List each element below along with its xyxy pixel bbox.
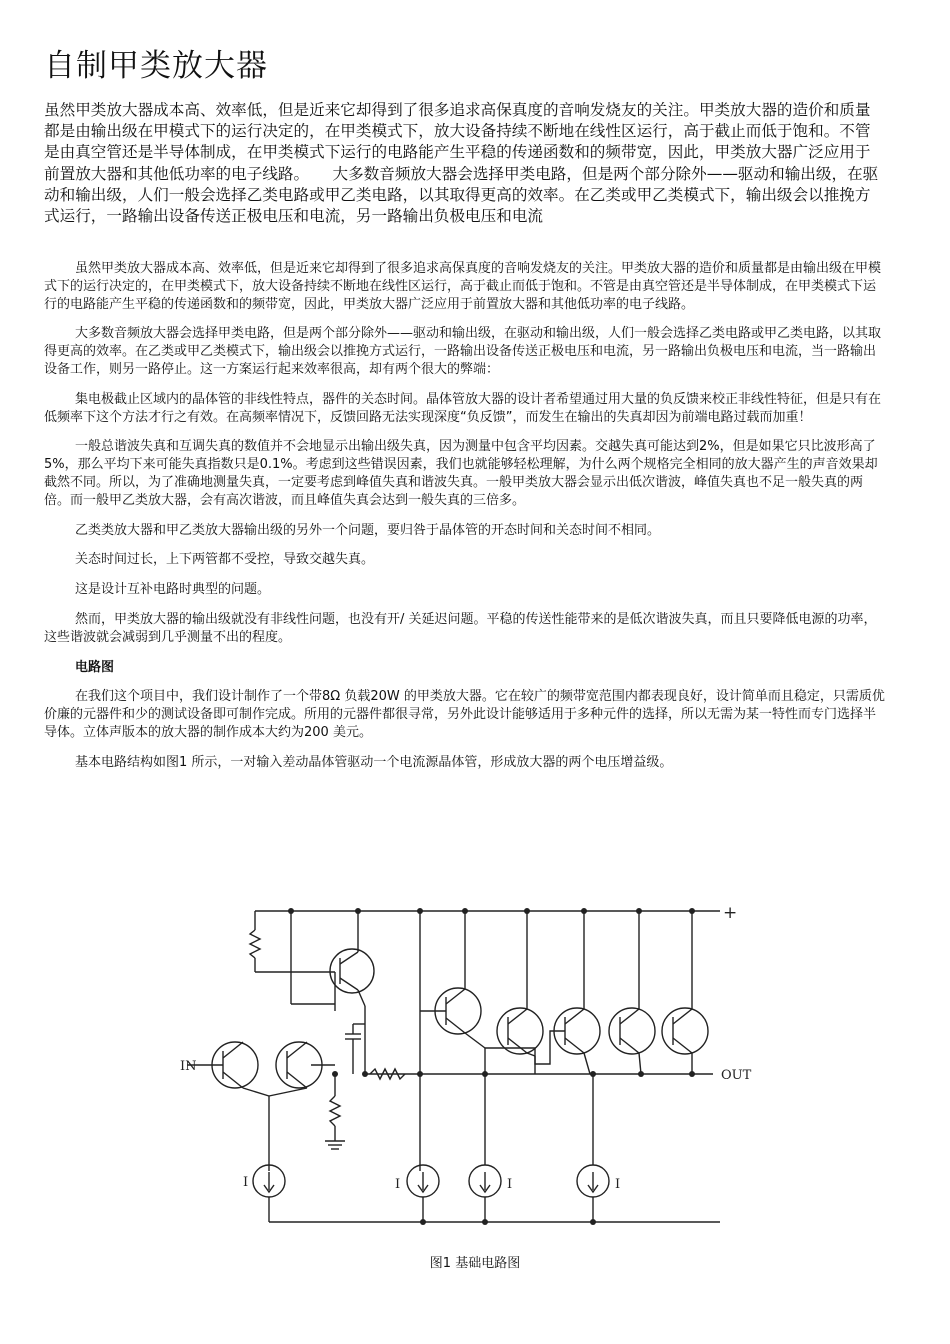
section-heading: 电路图	[75, 659, 115, 675]
in-label: IN	[180, 1059, 197, 1074]
paragraph: 在我们这个项目中，我们设计制作了一个带8Ω 负载20W 的甲类放大器。它在较广的频带宽范围内都表现良好，设计简单而且稳定，只需质优价廉的元器件和少的测试设备即可制作完成。所用的元器件都很寻常，另外此设计能够适用于多种元件的选择，所以无需为某一特性而专门选择半导体。立体声版本的放大器的制作成本大约为200 美元。	[44, 689, 885, 740]
paragraph: 然而，甲类放大器的输出级就没有非线性问题，也没有开/ 关延迟问题。平稳的传送性能带来的是低次谐波失真，而且只要降低电源的功率，这些谐波就会减弱到几乎测量不出的程度。	[44, 611, 877, 645]
paragraph: 大多数音频放大器会选择甲类电路，但是两个部分除外——驱动和输出级，在驱动和输出级，人们一般会选择乙类电路或甲乙类电路，以其取得更高的效率。在乙类或甲乙类模式下，输出级会以推挽方式运行，一路输出设备传送正极电压和电流，另一路输出负极电压和电流，当一路输出设备工作，则另一路停止。这一方案运行起来效率很高，却有两个很大的弊端：	[44, 326, 882, 377]
page-title: 自制甲类放大器	[44, 48, 268, 84]
circuit-diagram	[175, 896, 775, 1236]
article-body	[44, 260, 886, 784]
current-label: I	[507, 1177, 513, 1192]
paragraph: 基本电路结构如图1 所示，一对输入差动晶体管驱动一个电流源晶体管，形成放大器的两个电压增益级。	[75, 754, 673, 770]
paragraph: 集电极截止区域内的晶体管的非线性特点，器件的关态时间。晶体管放大器的设计者希望通过用大量的负反馈来校正非线性特征，但是只有在低频率下这个方法才行之有效。在高频率情况下，反馈回路无法实现深度“负反馈”，而发生在输出的失真却因为前端电路过载而加重！	[44, 391, 882, 425]
current-label: I	[395, 1177, 401, 1192]
plus-label: +	[723, 903, 738, 923]
paragraph: 一般总谐波失真和互调失真的数值并不会地显示出输出级失真，因为测量中包含平均因素。交越失真可能达到2%，但是如果它只比波形高了5%，那么平均下来可能失真指数只是0.1%。考虑到这些错误因素，我们也就能够轻松理解，为什么两个规格完全相同的放大器产生的声音效果却截然不同。所以，为了准确地测量失真，一定要考虑到峰值失真和谐波失真。一般甲类放大器会显示出低次谐波，峰值失真也不足一般失真的两倍。而一般甲乙类放大器，会有高次谐波，而且峰值失真会达到一般失真的三倍多。	[44, 439, 878, 508]
paragraph: 这是设计互补电路时典型的问题。	[75, 582, 271, 598]
current-label: I	[243, 1175, 249, 1190]
out-label: OUT	[721, 1068, 752, 1083]
intro-paragraph: 虽然甲类放大器成本高、效率低，但是近来它却得到了很多追求高保真度的音响发烧友的关注。甲类放大器的造价和质量都是由输出级在甲模式下的运行决定的，在甲类模式下，放大设备持续不断地在线性区运行，高于截止而低于饱和。不管是由真空管还是半导体制成，在甲类模式下运行的电路能产生平稳的传递函数和的频带宽，因此，甲类放大器广泛应用于前置放大器和其他低功率的电子线路。 大多数音频放大器会选择甲类电路，但是两个部分除外——驱动和输出级，在驱动和输出级，人们一般会选择乙类电路或甲乙类电路，以其取得更高的效率。在乙类或甲乙类模式下，输出级会以推挽方式运行，一路输出设备传送正极电压和电流，另一路输出负极电压和电流	[44, 101, 879, 226]
paragraph: 乙类类放大器和甲乙类放大器输出级的另外一个问题，要归咎于晶体管的开态时间和关态时间不相同。	[75, 522, 661, 538]
figure-caption: 图1 基础电路图	[429, 1256, 521, 1271]
current-label: I	[615, 1177, 621, 1192]
paragraph: 虽然甲类放大器成本高、效率低，但是近来它却得到了很多追求高保真度的音响发烧友的关注。甲类放大器的造价和质量都是由输出级在甲模式下的运行决定的，在甲类模式下，放大设备持续不断地在线性区运行，高于截止而低于饱和。不管是由真空管还是半导体制成，在甲类模式下运行的电路能产生平稳的传递函数和的频带宽，因此，甲类放大器广泛应用于前置放大器和其他低功率的电子线路。	[44, 261, 882, 312]
paragraph: 关态时间过长，上下两管都不受控，导致交越失真。	[75, 552, 375, 568]
